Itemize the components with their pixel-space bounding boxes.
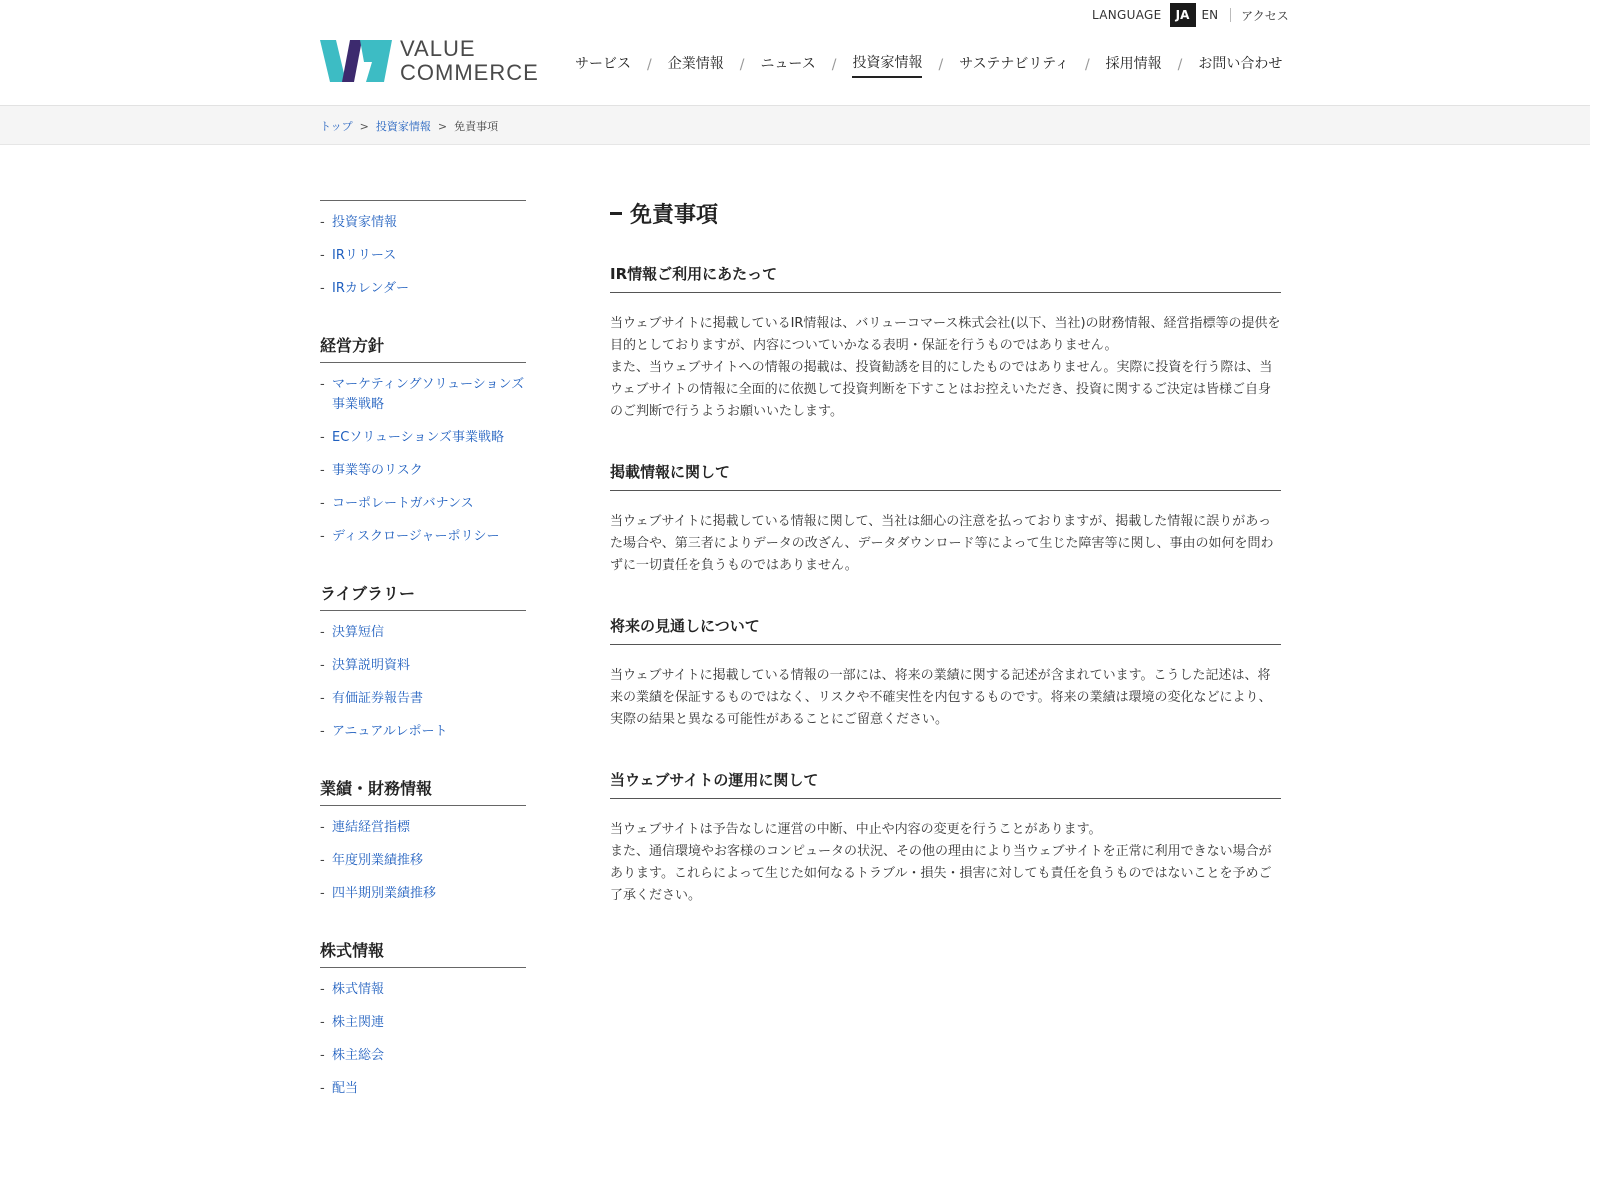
page-title: [610, 198, 1281, 229]
main-content: [610, 198, 1281, 945]
content-section: [610, 615, 1281, 731]
logo-line2: COMMERCE: [400, 60, 539, 85]
sidebar-link[interactable]: - アニュアルレポート: [320, 722, 526, 742]
section-paragraph: 当ウェブサイトに掲載している情報の一部には、将来の業績に関する記述が含まれています。こうした記述は、将来の業績を保証するものではなく、リスクや不確実性を内包するものです。将来の業績は環境の変化などにより、実際の結果と異なる可能性があることにご留意ください。: [610, 668, 1272, 727]
sidebar-link[interactable]: - IRカレンダー: [320, 279, 526, 299]
language-label: LANGUAGE: [1092, 8, 1162, 22]
page-title-text: 免責事項: [630, 203, 719, 228]
lang-en-button[interactable]: EN: [1201, 8, 1219, 22]
sidebar-link[interactable]: - マーケティングソリューションズ事業戦略: [320, 375, 526, 415]
sidebar-link[interactable]: - 有価証券報告書: [320, 689, 526, 709]
section-paragraph: 当ウェブサイトは予告なしに運営の中断、中止や内容の変更を行うことがあります。: [610, 822, 1102, 837]
content-section: [610, 461, 1281, 577]
sidebar-link[interactable]: - ディスクロージャーポリシー: [320, 527, 526, 547]
sidebar-heading: 経営方針: [320, 333, 526, 363]
nav-separator: /: [1177, 57, 1183, 73]
nav-separator: /: [739, 57, 745, 73]
section-title: 当ウェブサイトの運用に関して: [610, 769, 1281, 799]
sidebar-link[interactable]: - 株主関連: [320, 1013, 526, 1033]
logo-mark-icon: [320, 36, 392, 86]
sidebar-link[interactable]: - 株主総会: [320, 1046, 526, 1066]
nav-separator: /: [938, 57, 944, 73]
title-dash-icon: [610, 212, 622, 215]
nav-item[interactable]: ニュース: [760, 56, 816, 72]
nav-item[interactable]: 投資家情報: [852, 52, 922, 78]
nav-item[interactable]: サステナビリティ: [959, 56, 1069, 72]
sidebar-top-links: [320, 213, 526, 299]
nav-item[interactable]: お問い合わせ: [1198, 56, 1283, 72]
sidebar-link[interactable]: - ECソリューションズ事業戦略: [320, 428, 526, 448]
lang-ja-button[interactable]: JA: [1170, 3, 1196, 27]
sidebar: [320, 200, 526, 1112]
nav-separator: /: [1084, 57, 1090, 73]
access-link[interactable]: アクセス: [1241, 8, 1289, 23]
sidebar-link[interactable]: - IRリリース: [320, 246, 526, 266]
logo-wordmark: [400, 37, 539, 85]
content-section: [610, 263, 1281, 423]
section-paragraph: 当ウェブサイトに掲載している情報に関して、当社は細心の注意を払っておりますが、掲載した情報に誤りがあった場合や、第三者によりデータの改ざん、データダウンロード等によって生じた障害等に関し、事由の如何を問わずに一切責任を負うものではありません。: [610, 514, 1274, 573]
sidebar-link[interactable]: - 投資家情報: [320, 213, 526, 233]
lang-divider: [1230, 8, 1231, 22]
section-paragraph: また、通信環境やお客様のコンピュータの状況、その他の理由により当ウェブサイトを正常に利用できない場合があります。これらによって生じた如何なるトラブル・損失・損害に対しても責任を負うものではないことを予めご了承ください。: [610, 844, 1272, 903]
sidebar-heading: ライブラリー: [320, 581, 526, 611]
sidebar-links: [320, 980, 526, 1099]
sidebar-link[interactable]: - コーポレートガバナンス: [320, 494, 526, 514]
sidebar-heading: 業績・財務情報: [320, 776, 526, 806]
sidebar-link[interactable]: - 配当: [320, 1079, 526, 1099]
section-body: [610, 665, 1281, 731]
sidebar-heading: 株式情報: [320, 938, 526, 968]
sidebar-link[interactable]: - 株式情報: [320, 980, 526, 1000]
breadcrumb-top[interactable]: トップ: [320, 120, 353, 133]
nav-item[interactable]: 採用情報: [1105, 56, 1162, 72]
sidebar-links: [320, 818, 526, 904]
section-paragraph: 当ウェブサイトに掲載しているIR情報は、バリューコマース株式会社(以下、当社)の財務情報、経営指標等の提供を目的としておりますが、内容についていかなる表明・保証を行うものではありません。: [610, 316, 1281, 353]
breadcrumb-bar: [0, 105, 1590, 145]
breadcrumb: [320, 118, 498, 134]
sidebar-top-divider: [320, 200, 526, 201]
sidebar-link[interactable]: - 事業等のリスク: [320, 461, 526, 481]
breadcrumb-ir[interactable]: 投資家情報: [375, 120, 431, 133]
nav-separator: /: [647, 57, 652, 73]
section-body: [610, 819, 1281, 907]
section-title: 将来の見通しについて: [610, 615, 1281, 645]
content-section: [610, 769, 1281, 907]
section-title: 掲載情報に関して: [610, 461, 1281, 491]
sidebar-link[interactable]: - 決算短信: [320, 623, 526, 643]
breadcrumb-current: 免責事項: [454, 120, 499, 133]
nav-separator: /: [831, 57, 837, 73]
breadcrumb-separator: >: [437, 119, 448, 133]
sidebar-group: [320, 581, 526, 742]
global-nav: [575, 52, 1282, 78]
sidebar-link[interactable]: - 四半期別業績推移: [320, 884, 526, 904]
sidebar-links: [320, 623, 526, 742]
section-paragraph: また、当ウェブサイトへの情報の掲載は、投資勧誘を目的にしたものではありません。実際に投資を行う際は、当ウェブサイトの情報に全面的に依拠して投資判断を下すことはお控えいただき、投資に関するご決定は皆様ご自身のご判断で行うようお願いいたします。: [610, 360, 1273, 419]
section-body: [610, 511, 1281, 577]
site-logo[interactable]: [320, 36, 539, 86]
breadcrumb-separator: >: [359, 119, 369, 133]
sections: [610, 263, 1281, 907]
sidebar-group: [320, 776, 526, 904]
sidebar-group: [320, 938, 526, 1099]
sidebar-link[interactable]: - 決算説明資料: [320, 656, 526, 676]
sidebar-links: [320, 375, 526, 547]
nav-item[interactable]: 企業情報: [667, 56, 724, 72]
logo-line1: VALUE: [400, 36, 476, 61]
section-body: [610, 313, 1281, 423]
sidebar-group: [320, 333, 526, 547]
language-bar: [1092, 4, 1289, 26]
sidebar-link[interactable]: - 年度別業績推移: [320, 851, 526, 871]
sidebar-link[interactable]: - 連結経営指標: [320, 818, 526, 838]
section-title: IR情報ご利用にあたって: [610, 263, 1281, 293]
nav-item[interactable]: サービス: [575, 56, 631, 72]
